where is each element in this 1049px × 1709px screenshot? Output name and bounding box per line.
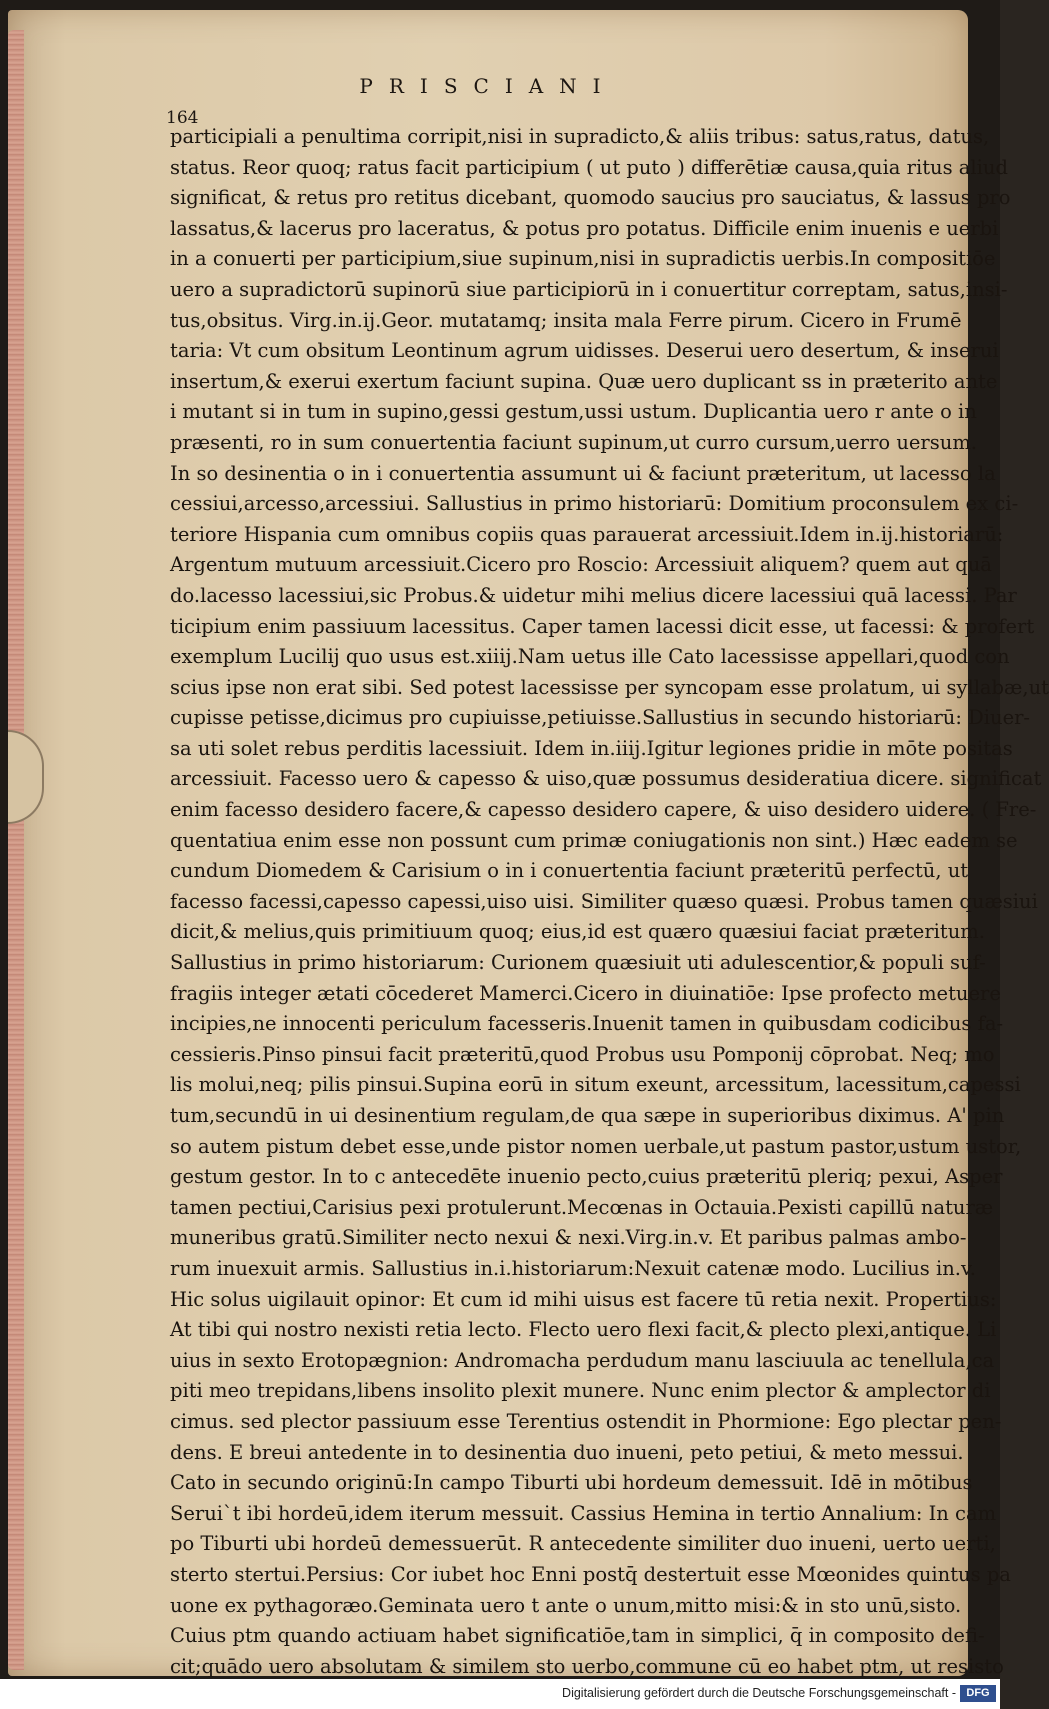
dfg-logo: DFG (960, 1685, 996, 1702)
text-line: Cuius ptm quando actiuam habet significatiōe,tam in simplici, q̄ in composito defi- (170, 1624, 985, 1648)
text-line: Argentum mutuum arcessiuit.Cicero pro Roscio: Arcessiuit aliquem? quem aut quā (170, 553, 992, 577)
text-line: enim facesso desidero facere,& capesso desidero capere, & uiso desidero uidere. ( Fre- (170, 798, 1037, 822)
text-line: scius ipse non erat sibi. Sed potest lacessisse per syncopam esse prolatum, ui syllabæ,ut (170, 675, 1049, 699)
text-line: insertum,& exerui exertum faciunt supina. Quæ uero duplicant ss in præterito ante (170, 369, 998, 393)
text-line: tamen pectiui,Carisius pexi protulerunt.Mecœnas in Octauia.Pexisti capillū naturæ (170, 1195, 994, 1219)
body-text (170, 122, 1049, 1682)
running-head: PRISCIANI (359, 74, 617, 98)
text-line: so autem pistum debet esse,unde pistor nomen uerbale,ut pastum pastor,ustum ustor, (170, 1134, 1022, 1158)
text-line: incipies,ne innocenti periculum facesseris.Inuenit tamen in quibusdam codicibus fa- (170, 1012, 1004, 1036)
text-line: tus,obsitus. Virg.in.ij.Geor. mutatamq; insita mala Ferre pirum. Cicero in Frumē (170, 308, 962, 332)
text-line: taria: Vt cum obsitum Leontinum agrum uidisses. Deserui uero desertum, & inserui (170, 339, 999, 363)
text-line: uius in sexto Erotopægnion: Andromacha perdudum manu lasciuula ac tenellula,ca (170, 1348, 995, 1372)
text-line: cit;quādo uero absolutam & similem sto uerbo,commune cū eo habet ptm, ut resisto (170, 1654, 1004, 1678)
book-page (8, 10, 1049, 1678)
text-line: gestum gestor. In to c antecedēte inuenio pecto,cuius præteritū pleriq; pexui, Asper (170, 1165, 1003, 1189)
funding-credit: Digitalisierung gefördert durch die Deutsche Forschungsgemeinschaft - (562, 1686, 956, 1700)
text-line: dicit,& melius,quis primitiuum quoq; eius,id est quæro quæsiui faciat præteritum. (170, 920, 985, 944)
text-line: cessiui,arcesso,arcessiui. Sallustius in primo historiarū: Domitium proconsulem ex ci- (170, 492, 1019, 516)
text-line: fragiis integer ætati cōcederet Mamerci.Cicero in diuinatiōe: Ipse profecto metuere (170, 981, 1001, 1005)
page-number: 164 (166, 108, 199, 128)
text-line: lis molui,neq; pilis pinsui.Supina eorū in situm exeunt, arcessitum, lacessitum,capessi (170, 1073, 1021, 1097)
text-line: præsenti, ro in sum conuertentia faciunt supinum,ut curro cursum,uerro uersum. (170, 430, 978, 454)
text-line: rum inuexuit armis. Sallustius in.i.historiarum:Nexuit catenæ modo. Lucilius in.v. (170, 1256, 976, 1280)
text-line: Serui`t ibi hordeū,idem iterum messuit. Cassius Hemina in tertio Annalium: In cam (170, 1501, 997, 1525)
text-line: uone ex pythagoræo.Geminata uero t ante o unum,mitto misi:& in sto unū,sisto. (170, 1593, 962, 1617)
text-line: i mutant si in tum in supino,gessi gestum,ussi ustum. Duplicantia uero r ante o in (170, 400, 977, 424)
text-line: cupisse petisse,dicimus pro cupiuisse,petiuisse.Sallustius in secundo historiarū: Diuer- (170, 706, 1031, 730)
footer-bar (0, 1679, 1000, 1709)
text-line: sa uti solet rebus perditis lacessiuit. Idem in.iiij.Igitur legiones pridie in mōte positas (170, 736, 1013, 760)
text-line: in a conuerti per participium,siue supinum,nisi in supradictis uerbis.In compositiōe (170, 247, 996, 271)
text-line: cimus. sed plector passiuum esse Terentius ostendit in Phormione: Ego plectar pen- (170, 1409, 1002, 1433)
text-line: dens. E breui antedente in to desinentia duo inueni, peto petiui, & meto messui. (170, 1440, 964, 1464)
text-line: significat, & retus pro retitus dicebant, quomodo saucius pro sauciatus, & lassus pro (170, 186, 1011, 210)
text-line: participiali a penultima corripit,nisi in supradicto,& aliis tribus: satus,ratus, datus, (170, 125, 990, 148)
text-line: teriore Hispania cum omnibus copiis quas parauerat arcessiuit.Idem in.ij.historiarū: (170, 522, 1004, 546)
text-line: quentatiua enim esse non possunt cum primæ coniugationis non sint.) Hæc eadem se (170, 828, 1018, 852)
text-line: status. Reor quoq; ratus facit participium ( ut puto ) differētiæ causa,quia ritus aliud (170, 155, 1008, 179)
text-line: Sallustius in primo historiarum: Curionem quæsiuit uti adulescentior,& populi suf- (170, 951, 986, 975)
page-tab-marker (8, 730, 44, 824)
text-line: po Tiburti ubi hordeū demessuerūt. R antecedente similiter duo inueni, uerto uerti, (170, 1532, 996, 1556)
text-line: ticipium enim passiuum lacessitus. Caper tamen lacessi dicit esse, ut facessi: & profert (170, 614, 1035, 638)
text-line: lassatus,& lacerus pro laceratus, & potus pro potatus. Difficile enim inuenis e uerbi (170, 216, 999, 240)
text-line: At tibi qui nostro nexisti retia lecto. Flecto uero flexi facit,& plecto plexi,antique. Li (170, 1318, 997, 1342)
text-line: do.lacesso lacessiui,sic Probus.& uidetur mihi melius dicere lacessiui quā lacessi. Par (170, 583, 1017, 607)
page-edge (8, 30, 24, 1670)
text-line: Hic solus uigilauit opinor: Et cum id mihi uisus est facere tū retia nexit. Propertius: (170, 1287, 997, 1311)
text-line: Cato in secundo originū:In campo Tiburti ubi hordeum demessuit. Idē in mōtibus (170, 1471, 973, 1495)
text-line: uero a supradictorū supinorū siue participiorū in i conuertitur correptam, satus,insi- (170, 277, 1008, 301)
text-line: sterto stertui.Persius: Cor iubet hoc Enni postq̄ destertuit esse Mœonides quintus pa (170, 1562, 1011, 1586)
text-line: facesso facessi,capesso capessi,uiso uisi. Similiter quæso quæsi. Probus tamen quæsiui (170, 889, 1038, 913)
text-line: In so desinentia o in i conuertentia assumunt ui & faciunt præteritum, ut lacesso la (170, 461, 996, 485)
text-line: cessieris.Pinso pinsui facit præteritū,quod Probus usu Pomponij cōprobat. Neq; mo (170, 1042, 995, 1066)
text-line: piti meo trepidans,libens insolito plexit munere. Nunc enim plector & amplector di (170, 1379, 991, 1403)
text-line: muneribus gratū.Similiter necto nexui & nexi.Virg.in.v. Et paribus palmas ambo- (170, 1226, 967, 1250)
text-line: exemplum Lucilij quo usus est.xiiij.Nam uetus ille Cato lacessisse appellari,quod con (170, 645, 1010, 669)
text-line: tum,secundū in ui desinentium regulam,de qua sæpe in superioribus diximus. A' pin (170, 1104, 1005, 1127)
text-line: arcessiuit. Facesso uero & capesso & uiso,quæ possumus desideratiua dicere. significat (170, 767, 1042, 791)
text-line: cundum Diomedem & Carisium o in i conuertentia faciunt præteritū perfectū, ut (170, 859, 969, 883)
